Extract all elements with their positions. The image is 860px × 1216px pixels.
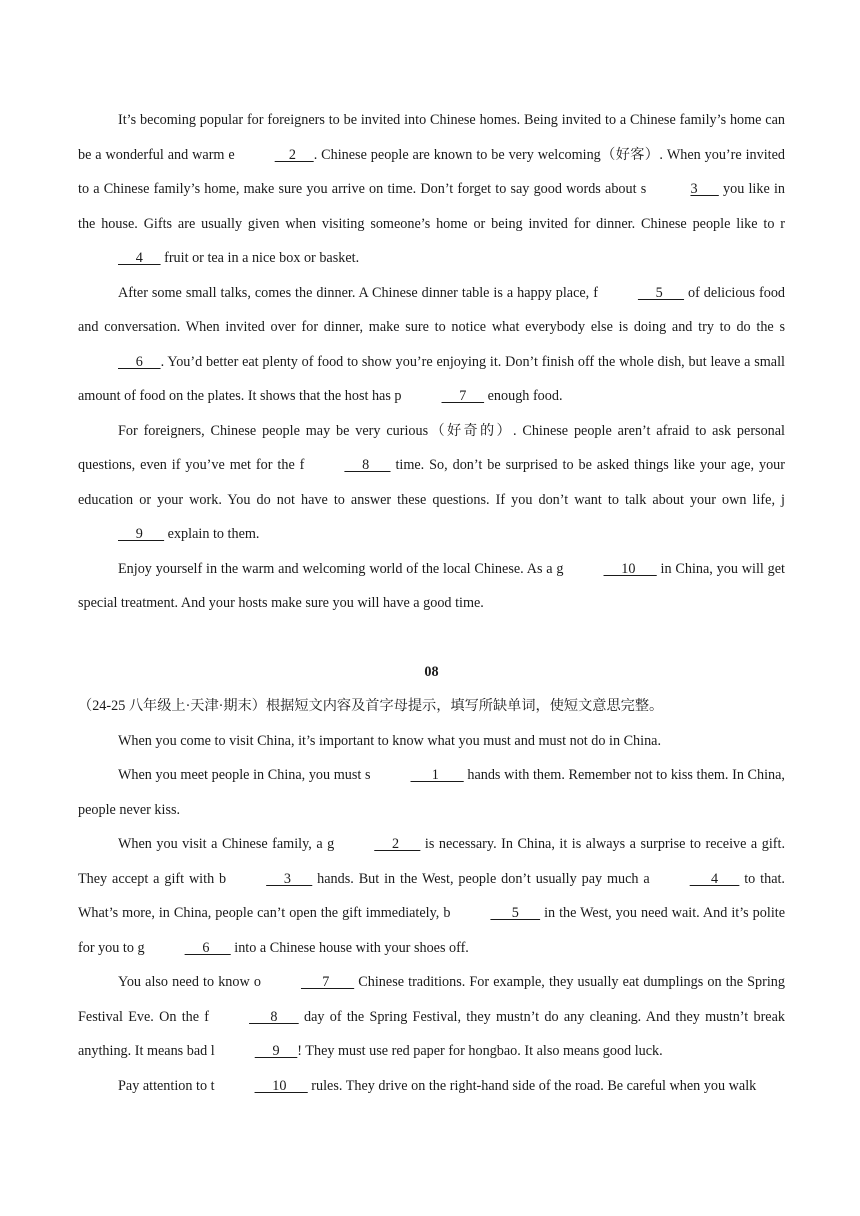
text-segment: rules. They drive on the right-hand side of the road. Be careful when you walk (307, 1077, 757, 1094)
blank-number: 3 (690, 181, 719, 197)
blank-number: 8 (344, 457, 391, 473)
blank-number: 7 (441, 388, 485, 404)
text-segment: ! They must use red paper for hongbao. It also means good luck. (297, 1043, 663, 1059)
blank-number: 2 (374, 836, 421, 852)
text-segment: explain to them. (164, 526, 260, 542)
text-segment: into a Chinese house with your shoes off. (230, 939, 469, 956)
section-number: 08 (424, 663, 439, 680)
text-segment: to that. What’s more, in China, people can’t open the gift immediately, b (78, 870, 785, 921)
text-segment: Enjoy yourself in the warm and welcoming world of the local Chinese. As a g (118, 560, 564, 577)
blank-number: 5 (637, 284, 685, 301)
text-segment: day of the Spring Festival, they mustn’t do any cleaning. And they mustn’t break anything. It means bad l (78, 1008, 785, 1059)
blank-number: 6 (184, 939, 231, 956)
blank-number: 5 (490, 905, 541, 921)
text-segment: When you visit a Chinese family, a g (118, 836, 335, 852)
text-segment: hands with them. Remember not to kiss them. In China, people never kiss. (78, 767, 785, 818)
blank-number: 4 (689, 870, 740, 887)
blank-number: 10 (254, 1077, 308, 1094)
paragraph (78, 103, 785, 276)
paragraph (78, 1069, 785, 1104)
text-segment: in the West, you need wait. And it’s polite for you to g (78, 905, 785, 956)
passage-2 (78, 724, 785, 1104)
paragraph (78, 414, 785, 552)
text-segment: time. So, don’t be surprised to be asked things like your age, your education or your work. You do not have to answer these questions. If you don’t want to talk about your own life, j (78, 457, 785, 508)
text-segment: . Chinese people are known to be very welcoming（好客）. When you’re invited to a Chinese family’s home, make sure you arrive on time. Don’t forget to say good words about s (78, 146, 785, 197)
text-segment: of delicious food and conversation. When invited over for dinner, make sure to notice what everybody else is doing and try to do the s (78, 284, 786, 335)
text-segment: is necessary. In China, it is always a surprise to receive a gift. They accept a gift with b (78, 836, 785, 887)
text-segment: in China, you will get special treatment. And your hosts make sure you will have a good time. (78, 560, 785, 611)
blank-number: 3 (266, 870, 313, 887)
blank-number: 9 (254, 1043, 298, 1059)
section-intro: （24-25 八年级上·天津·期末）根据短文内容及首字母提示，填写所缺单词，使短文意思完整。 (78, 698, 664, 714)
text-segment: After some small talks, comes the dinner. A Chinese dinner table is a happy place, f (118, 284, 598, 301)
text-segment: enough food. (484, 388, 563, 404)
text-segment: It’s becoming popular for foreigners to be invited into Chinese homes. Being invited to a Chinese family’s home can be a wonderful and warm e (78, 112, 785, 163)
text-segment: fruit or tea in a nice box or basket. (160, 250, 360, 266)
paragraph (78, 827, 785, 965)
blank-number: 10 (603, 560, 657, 577)
blank-number: 8 (249, 1008, 299, 1025)
text-segment: . You’d better eat plenty of food to show you’re enjoying it. Don’t finish off the whole dish, but leave a small amount of food on the plates. It shows that the host has p (78, 353, 785, 404)
document-content (78, 103, 785, 1103)
paragraph (78, 965, 785, 1069)
paragraph (78, 276, 785, 414)
paragraph (78, 552, 785, 621)
text-segment: hands. But in the West, people don’t usually pay much a (312, 870, 650, 887)
text-segment: You also need to know o (118, 974, 261, 990)
passage-1 (78, 103, 785, 621)
text-segment: Chinese traditions. For example, they usually eat dumplings on the Spring Festival Eve. On the f (78, 974, 785, 1025)
text-segment: Pay attention to t (118, 1077, 215, 1094)
blank-number: 7 (300, 974, 355, 990)
text-segment: When you meet people in China, you must s (118, 767, 371, 783)
paragraph (78, 758, 785, 827)
blank-number: 4 (118, 250, 161, 266)
blank-number: 9 (118, 526, 165, 542)
blank-number: 6 (118, 353, 161, 370)
blank-number: 1 (410, 767, 464, 783)
text-segment: For foreigners, Chinese people may be very curious（好奇的）. Chinese people aren’t afraid to ask personal questions, even if you’ve met for the f (78, 422, 785, 473)
blank-number: 2 (274, 146, 314, 163)
paragraph (78, 724, 785, 759)
text-segment: you like in the house. Gifts are usually given when visiting someone’s home or being invited for dinner. Chinese people like to r (78, 181, 785, 232)
text-segment: When you come to visit China, it’s important to know what you must and must not do in China. (118, 732, 662, 749)
